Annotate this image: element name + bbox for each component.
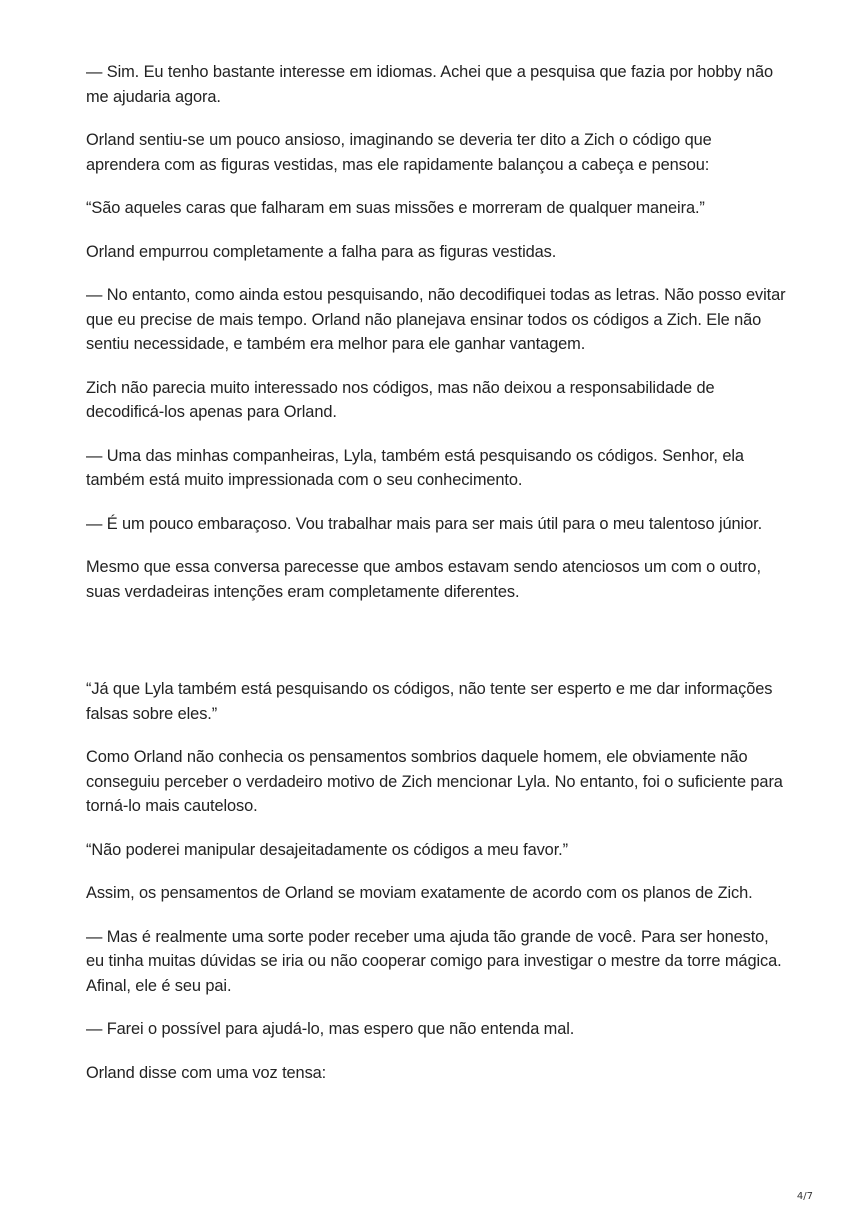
paragraph: Orland sentiu-se um pouco ansioso, imaginando se deveria ter dito a Zich o código que aprendera com as figuras vestidas, mas ele rapidamente balançou a cabeça e pensou: xyxy=(86,131,712,174)
paragraph: “Não poderei manipular desajeitadamente os códigos a meu favor.” xyxy=(86,840,568,859)
paragraph: — Mas é realmente uma sorte poder receber uma ajuda tão grande de você. Para ser honesto, eu tinha muitas dúvidas se iria ou não cooperar comigo para investigar o mestre da torre mágica. Afinal, ele é seu pai. xyxy=(86,927,782,995)
paragraph: Como Orland não conhecia os pensamentos sombrios daquele homem, ele obviamente não conseguiu perceber o verdadeiro motivo de Zich mencionar Lyla. No entanto, foi o suficiente para torná-lo mais cauteloso. xyxy=(86,748,783,815)
paragraph: Orland disse com uma voz tensa: xyxy=(86,1063,327,1082)
paragraph: Mesmo que essa conversa parecesse que ambos estavam sendo atenciosos um com o outro, suas verdadeiras intenções eram completamente diferentes. xyxy=(86,558,761,601)
paragraph: Orland empurrou completamente a falha para as figuras vestidas. xyxy=(86,242,557,261)
paragraph: — Farei o possível para ajudá-lo, mas espero que não entenda mal. xyxy=(86,1020,575,1038)
page-number: 4/7 xyxy=(796,1191,813,1202)
paragraph: “São aqueles caras que falharam em suas missões e morreram de qualquer maneira.” xyxy=(86,199,705,217)
paragraph: Zich não parecia muito interessado nos códigos, mas não deixou a responsabilidade de decodificá-los apenas para Orland. xyxy=(86,378,715,421)
paragraph: — Uma das minhas companheiras, Lyla, também está pesquisando os códigos. Senhor, ela também está muito impressionada com o seu conhecimento. xyxy=(86,446,744,489)
section-break xyxy=(86,623,786,677)
paragraph: — No entanto, como ainda estou pesquisando, não decodifiquei todas as letras. Não posso evitar que eu precise de mais tempo. Orland não planejava ensinar todos os códigos a Zich. Ele não sentiu necessidade, e também era melhor para ele ganhar vantagem. xyxy=(86,286,786,353)
paragraph: “Já que Lyla também está pesquisando os códigos, não tente ser esperto e me dar informações falsas sobre eles.” xyxy=(86,680,773,723)
paragraph: — Sim. Eu tenho bastante interesse em idiomas. Achei que a pesquisa que fazia por hobby não me ajudaria agora. xyxy=(86,63,774,106)
paragraph: — É um pouco embaraçoso. Vou trabalhar mais para ser mais útil para o meu talentoso júnior. xyxy=(86,514,763,533)
page-content xyxy=(86,60,786,1104)
paragraph: Assim, os pensamentos de Orland se moviam exatamente de acordo com os planos de Zich. xyxy=(86,884,753,902)
